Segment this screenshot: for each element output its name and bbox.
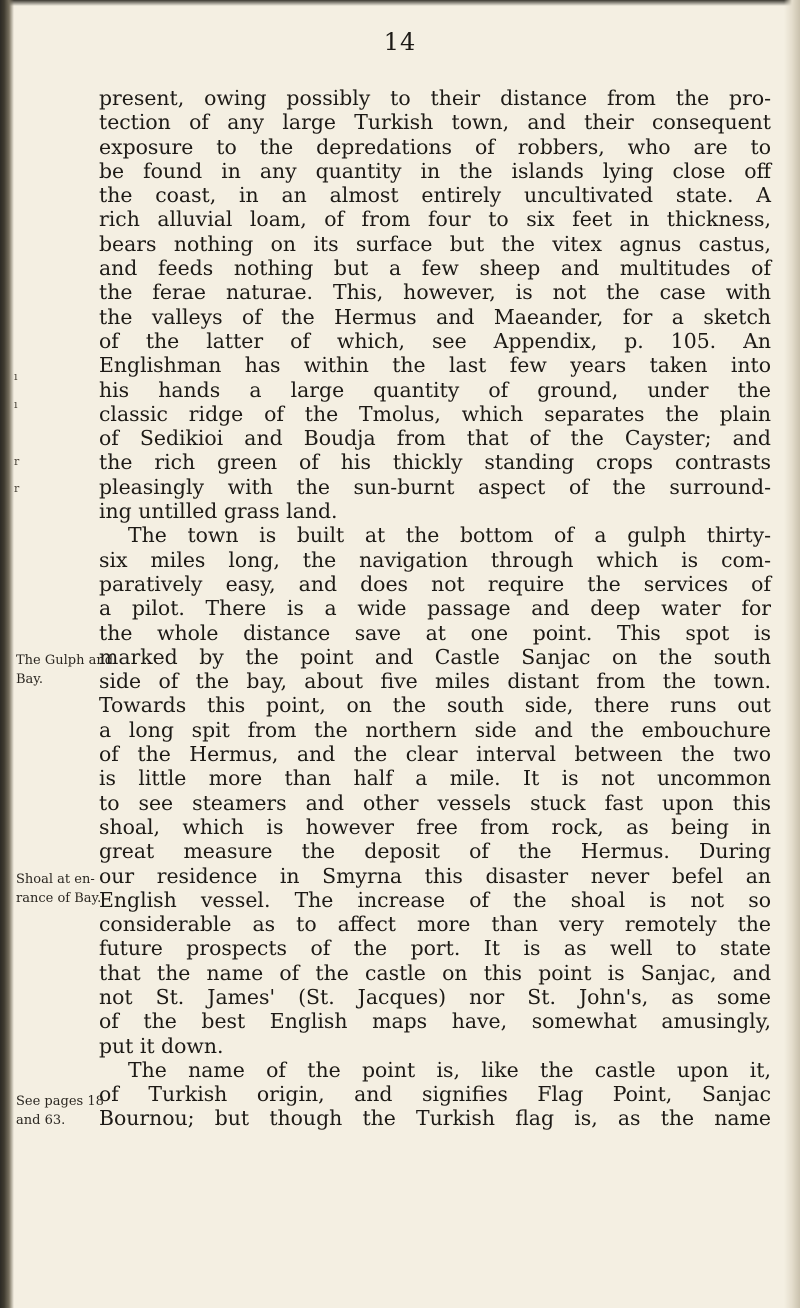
gutter-mark: r: [14, 482, 20, 495]
text-line: present, owing possibly to their distance from the pro-: [99, 86, 771, 110]
paragraph-start-line: The name of the point is, like the castle upon it,: [128, 1057, 771, 1082]
text-line: the rich green of his thickly standing crops contrasts: [99, 450, 771, 475]
text-line: side of the bay, about five miles distant from the town.: [99, 669, 771, 694]
text-line: of the Hermus, and the clear interval between the two: [99, 742, 771, 767]
text-line: the ferae naturae. This, however, is not the case with: [99, 280, 771, 305]
text-line: is little more than half a mile. It is not uncommon: [99, 766, 771, 791]
margin-note-line: Bay.: [16, 672, 44, 687]
book-gutter-shadow: [0, 0, 14, 1308]
text-line: Englishman has within the last few years taken into: [99, 353, 771, 378]
text-line: Bournou; but though the Turkish flag is, as the name: [99, 1106, 771, 1131]
text-line: great measure the deposit of the Hermus. During: [99, 839, 771, 864]
text-line: the valleys of the Hermus and Maeander, for a sketch: [99, 304, 771, 329]
text-line: rich alluvial loam, of from four to six feet in thickness,: [99, 207, 771, 232]
text-line: six miles long, the navigation through which is com-: [99, 547, 771, 572]
text-line: paratively easy, and does not require the services of: [99, 571, 771, 596]
margin-note-line: and 63.: [16, 1113, 66, 1128]
text-line: considerable as to affect more than very remotely the: [99, 912, 771, 937]
text-line: a long spit from the northern side and the embouchure: [99, 717, 771, 742]
text-line: his hands a large quantity of ground, under the: [99, 377, 771, 402]
paragraph-end-line: ing untilled grass land.: [99, 499, 338, 524]
margin-note-see-pages: [16, 1092, 104, 1130]
text-line: classic ridge of the Tmolus, which separates the plain: [99, 401, 771, 426]
text-line: a pilot. There is a wide passage and deep water for: [99, 596, 771, 621]
margin-note-line: The Gulph and: [16, 653, 114, 668]
text-line: to see steamers and other vessels stuck fast upon this: [99, 790, 771, 815]
paragraph-start-line: The town is built at the bottom of a gulph thirty-: [128, 523, 771, 548]
text-line: of the latter of which, see Appendix, p. 105. An: [99, 328, 771, 353]
margin-note-line: Shoal at en-: [16, 872, 95, 887]
text-line: not St. James' (St. Jacques) nor St. John's, as some: [99, 984, 771, 1009]
margin-note-line: rance of Bay.: [16, 891, 102, 906]
paragraph-end-line: put it down.: [99, 1033, 224, 1058]
text-line: of Sedikioi and Boudja from that of the Cayster; and: [99, 426, 771, 451]
text-line: that the name of the castle on this point is Sanjac, and: [99, 960, 771, 985]
text-line: future prospects of the port. It is as well to state: [99, 936, 771, 961]
text-line: of Turkish origin, and signifies Flag Point, Sanjac: [99, 1082, 771, 1107]
text-line: marked by the point and Castle Sanjac on the south: [99, 644, 771, 669]
text-line: the whole distance save at one point. This spot is: [99, 620, 771, 645]
text-line: our residence in Smyrna this disaster never befel an: [99, 863, 771, 888]
gutter-mark: ı: [14, 370, 18, 383]
text-line: be found in any quantity in the islands lying close off: [99, 158, 771, 183]
text-line: Towards this point, on the south side, there runs out: [99, 693, 771, 718]
text-line: exposure to the depredations of robbers, who are to: [99, 134, 771, 159]
margin-note-line: See pages 18: [16, 1094, 104, 1109]
text-line: pleasingly with the sun-burnt aspect of the surround-: [99, 474, 771, 499]
text-line: the coast, in an almost entirely uncultivated state. A: [99, 183, 771, 208]
gutter-mark: ı: [14, 398, 18, 411]
page-number: 14: [383, 28, 417, 56]
page-top-edge: [0, 0, 800, 6]
text-line: shoal, which is however free from rock, as being in: [99, 814, 771, 839]
margin-note-shoal: [16, 870, 100, 908]
text-line: tection of any large Turkish town, and their consequent: [99, 110, 771, 135]
gutter-mark: r: [14, 455, 20, 468]
text-line: and feeds nothing but a few sheep and multitudes of: [99, 256, 771, 281]
body-text: [99, 86, 771, 1131]
page-right-edge: [784, 0, 800, 1308]
text-line: of the best English maps have, somewhat amusingly,: [99, 1009, 771, 1034]
margin-note-gulph-and-bay: [16, 651, 114, 689]
text-line: English vessel. The increase of the shoal is not so: [99, 887, 771, 912]
text-line: bears nothing on its surface but the vitex agnus castus,: [99, 231, 771, 256]
